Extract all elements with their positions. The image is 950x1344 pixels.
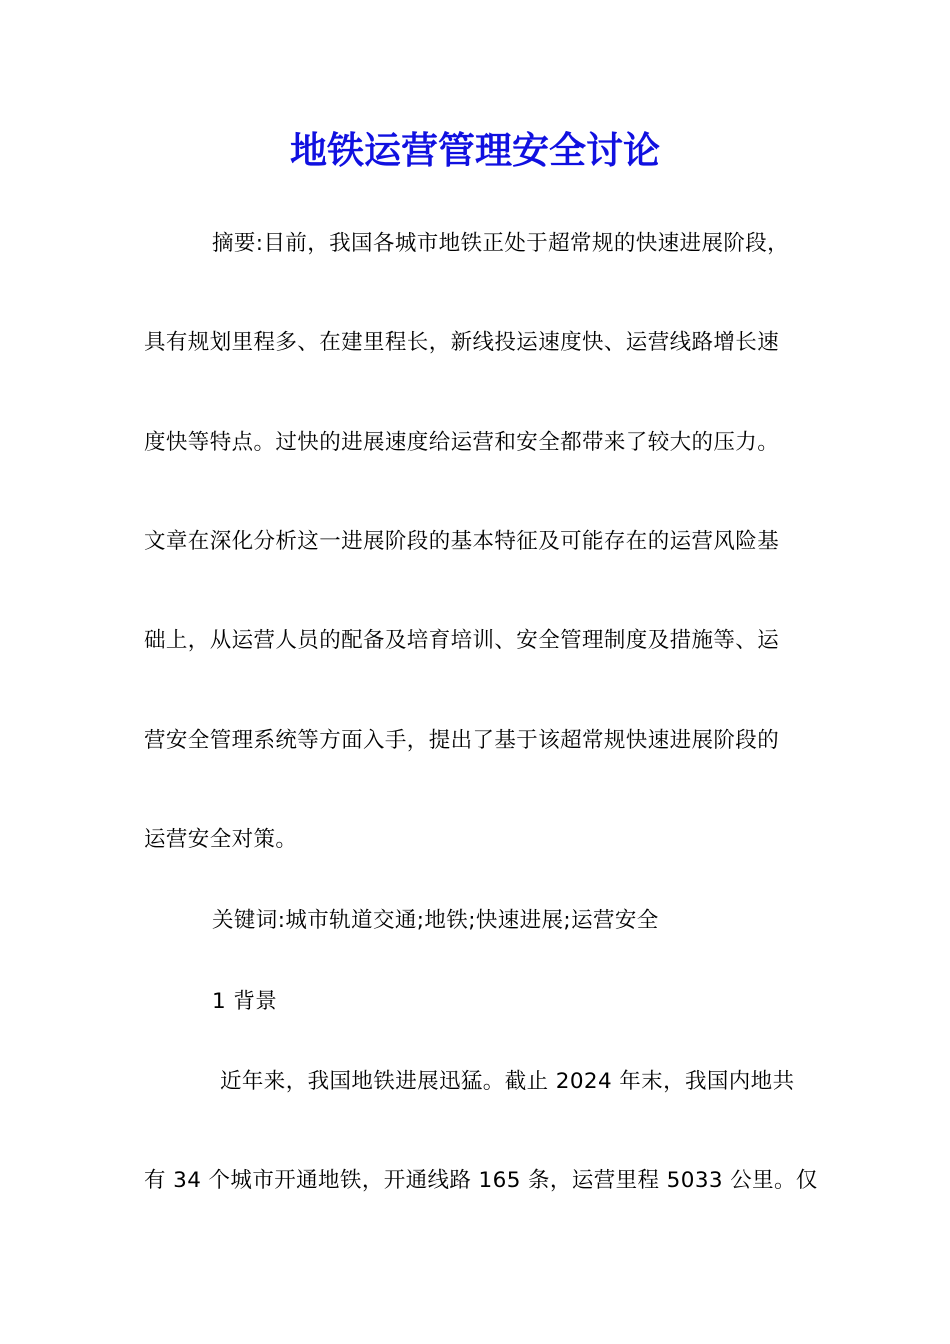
abstract-line: 营安全管理系统等方面入手，提出了基于该超常规快速进展阶段的 xyxy=(144,728,780,753)
keywords: 关键词:城市轨道交通;地铁;快速进展;运营安全 xyxy=(212,908,659,933)
document-title: 地铁运营管理安全讨论 xyxy=(290,128,660,172)
abstract-line: 摘要:目前，我国各城市地铁正处于超常规的快速进展阶段， xyxy=(212,231,790,256)
abstract-line: 文章在深化分析这一进展阶段的基本特征及可能存在的运营风险基 xyxy=(144,529,780,554)
abstract-line: 运营安全对策。 xyxy=(144,827,298,852)
section-heading: 1 背景 xyxy=(212,989,278,1014)
abstract-line: 础上，从运营人员的配备及培育培训、安全管理制度及措施等、运 xyxy=(144,628,780,653)
abstract-line: 度快等特点。过快的进展速度给运营和安全都带来了较大的压力。 xyxy=(144,430,780,455)
body-line: 近年来，我国地铁进展迅猛。截止 2024 年末，我国内地共 xyxy=(220,1069,795,1094)
body-line: 有 34 个城市开通地铁，开通线路 165 条，运营里程 5033 公里。仅 xyxy=(144,1168,818,1193)
abstract-line: 具有规划里程多、在建里程长，新线投运速度快、运营线路增长速 xyxy=(144,330,780,355)
